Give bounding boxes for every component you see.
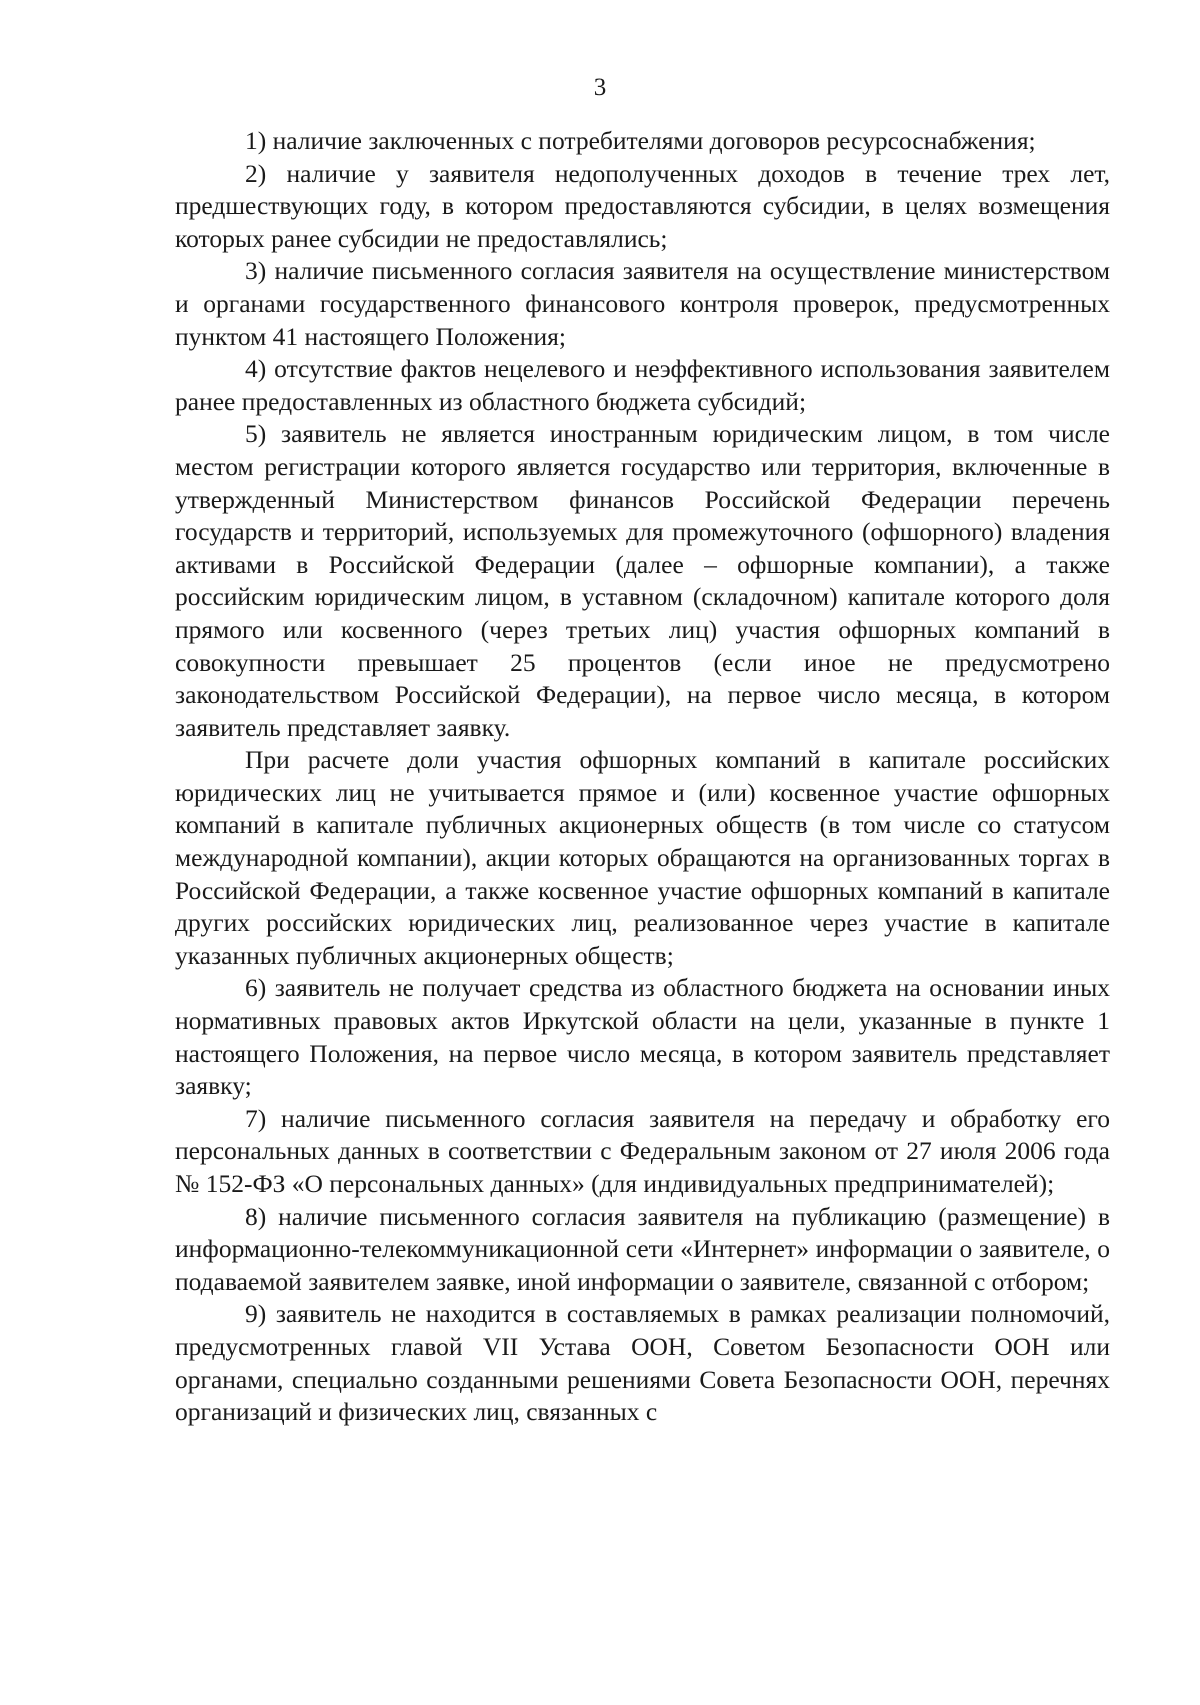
paragraph-item-3: 3) наличие письменного согласия заявителя на осуществление министерством и органами государственного финансового контроля проверок, предусмотренных пунктом 41 настоящего Положения; [175,256,1110,351]
paragraph-item-4: 4) отсутствие фактов нецелевого и неэффективного использования заявителем ранее предоставленных из областного бюджета субсидий; [175,354,1110,416]
document-body [175,125,1110,1429]
paragraph-item-1: 1) наличие заключенных с потребителями договоров ресурсоснабжения; [245,126,1036,155]
paragraph-item-6: 6) заявитель не получает средства из областного бюджета на основании иных нормативных правовых актов Иркутской области на цели, указанные в пункте 1 настоящего Положения, на первое число месяца, в котором заявитель представляет заявку; [175,973,1110,1101]
paragraph-item-8: 8) наличие письменного согласия заявителя на публикацию (размещение) в информационно-телекоммуникационной сети «Интернет» информации о заявителе, о подаваемой заявителем заявке, иной информации о заявителе, связанной с отбором; [175,1201,1110,1296]
paragraph-item-9: 9) заявитель не находится в составляемых в рамках реализации полномочий, предусмотренных главой VII Устава ООН, Советом Безопасности ООН или органами, специально созданными решениями Совета Безопасности ООН, перечнях организаций и физических лиц, связанных с [175,1299,1110,1427]
paragraph-item-7: 7) наличие письменного согласия заявителя на передачу и обработку его персональных данных в соответствии с Федеральным законом от 27 июля 2006 года № 152-ФЗ «О персональных данных» (для индивидуальных предпринимателей); [175,1103,1110,1198]
paragraph-item-5: 5) заявитель не является иностранным юридическим лицом, в том числе местом регистрации которого является государство или территория, включенные в утвержденный Министерством финансов Российской Федерации перечень государств и территорий, используемых для промежуточного (офшорного) владения активами в Российской Федерации (далее – офшорные компании), а также российским юридическим лицом, в уставном (складочном) капитале которого доля прямого или косвенного (через третьих лиц) участия офшорных компаний в совокупности превышает 25 процентов (если иное не предусмотрено законодательством Российской Федерации), на первое число месяца, в котором заявитель представляет заявку. [175,419,1110,742]
paragraph-item-2: 2) наличие у заявителя недополученных доходов в течение трех лет, предшествующих году, в котором предоставляются субсидии, в целях возмещения которых ранее субсидии не предоставлялись; [175,158,1110,253]
page-number: 3 [593,74,607,101]
paragraph-offshore-calculation: При расчете доли участия офшорных компаний в капитале российских юридических лиц не учитывается прямое и (или) косвенное участие офшорных компаний в капитале публичных акционерных обществ (в том числе со статусом международной компании), акции которых обращаются на организованных торгах в Российской Федерации, а также косвенное участие офшорных компаний в капитале других российских юридических лиц, реализованное через участие в капитале указанных публичных акционерных обществ; [175,745,1110,970]
